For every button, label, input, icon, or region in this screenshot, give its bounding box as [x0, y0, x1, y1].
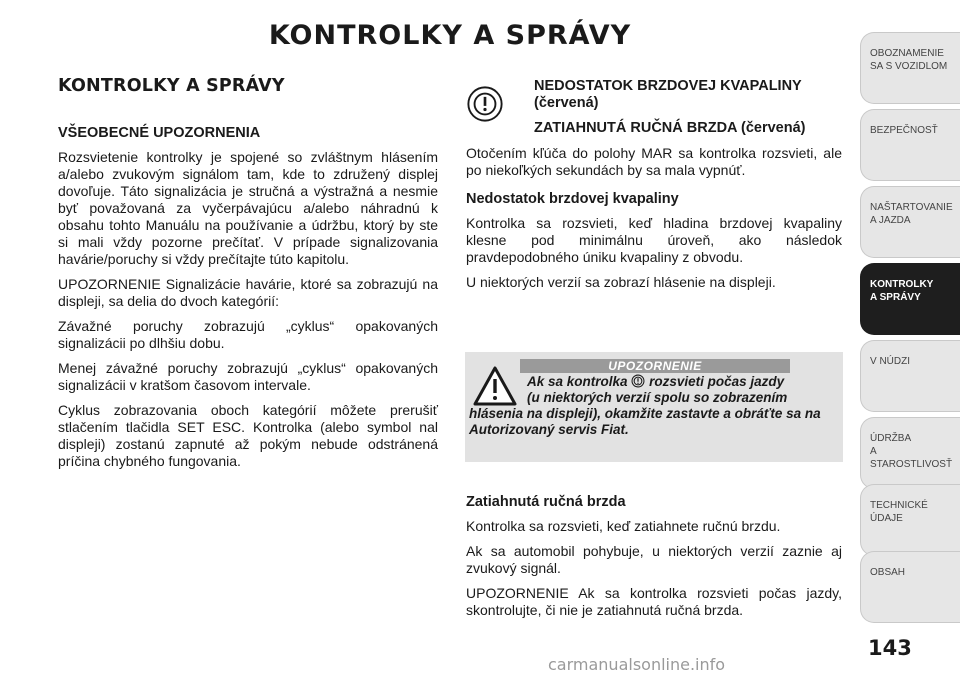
brake-fluid-heading: Nedostatok brzdovej kvapaliny — [466, 191, 679, 207]
page-number: 143 — [868, 636, 912, 660]
paragraph: UPOZORNENIE Signalizácie havárie, ktoré sa zobrazujú na displeji, sa delia do dvoch kategórií: — [58, 276, 438, 309]
tab-oboznamenie[interactable]: OBOZNAMENIE SA S VOZIDLOM — [860, 32, 960, 104]
paragraph: Rozsvietenie kontrolky je spojené so zvláštnym hlásením a/alebo zvukovým signálom tam, kde to združený displej dovoľuje. Táto signalizácia je stručná a výstražná a nesmie byť považovaná za vyčerpávajúcu a/alebo náhradnú k obsahu tohto Manuálu na používanie a údržbu, ktorý by ste si mali vždy pozorne prečítať. V prípade signalizovania havárie/poruchy si vždy prečítajte túto kapitolu. — [58, 149, 438, 267]
general-warnings-heading: VŠEOBECNÉ UPOZORNENIA — [58, 125, 261, 141]
callout-line-3: hlásenia na displeji), okamžite zastavte a obráťte sa na Autorizovaný servis Fiat. — [469, 406, 821, 437]
brake-warning-header — [466, 78, 842, 145]
warning-callout — [465, 352, 843, 462]
left-column — [58, 78, 438, 478]
tab-kontrolky[interactable]: KONTROLKY A SPRÁVY — [860, 263, 960, 335]
tab-bezpecnost[interactable]: BEZPEČNOSŤ — [860, 109, 960, 181]
handbrake-text-2: Ak sa automobil pohybuje, u niektorých verzií zaznie aj zvukový signál. — [466, 543, 842, 576]
handbrake-text-3: UPOZORNENIE Ak sa kontrolka rozsvieti počas jazdy, skontrolujte, či nie je zatiahnutá ručná brzda. — [466, 585, 842, 618]
brake-fluid-note: U niektorých verzií sa zobrazí hlásenie na displeji. — [466, 274, 776, 290]
handbrake-section — [466, 494, 842, 627]
section-title: KONTROLKY A SPRÁVY — [58, 76, 285, 96]
warning-title-handbrake: ZATIAHNUTÁ RUČNÁ BRZDA (červená) — [534, 120, 806, 136]
chapter-sidebar — [860, 0, 960, 677]
tab-obsah[interactable]: OBSAH — [860, 551, 960, 623]
paragraph: Cyklus zobrazovania oboch kategórií môžete prerušiť stlačením tlačidla SET ESC. Kontrolka (alebo symbol nal displeji) zostanú zapnuté až pokým nebude odstránená príčina chybného fungovania. — [58, 402, 438, 469]
brake-warning-icon — [631, 374, 645, 388]
paragraph: Závažné poruchy zobrazujú „cyklus“ opakovaných signalizácii po dlhšiu dobu. — [58, 318, 438, 351]
callout-text — [469, 374, 841, 438]
tab-nastartovanie[interactable]: NAŠTARTOVANIE A JAZDA — [860, 186, 960, 258]
watermark: carmanualsonline.info — [548, 655, 726, 674]
handbrake-text: Kontrolka sa rozsvieti, keď zatiahnete ručnú brzdu. — [466, 518, 781, 534]
warning-title-brake-fluid: NEDOSTATOK BRZDOVEJ KVAPALINY (červená) — [534, 78, 802, 111]
callout-line-2: (u niektorých verzií spolu so zobrazením — [527, 390, 788, 405]
intro-text: Otočením kľúča do polohy MAR sa kontrolka rozsvieti, ale po niekoľkých sekundách by sa mala vypnúť. — [466, 145, 842, 178]
brake-fluid-text: Kontrolka sa rozsvieti, keď hladina brzdovej kvapaliny klesne pod minimálnu úroveň, ako následok pravdepodobného úniku kvapaliny z obvodu. — [466, 215, 842, 265]
callout-line-1: Ak sa kontrolka rozsvieti počas jazdy — [527, 374, 785, 389]
right-column — [466, 78, 842, 299]
tab-udrzba[interactable]: ÚDRŽBA A STAROSTLIVOSŤ — [860, 417, 960, 489]
callout-label: UPOZORNENIE — [520, 359, 790, 373]
handbrake-heading: Zatiahnutá ručná brzda — [466, 494, 626, 510]
page-title: KONTROLKY A SPRÁVY — [268, 20, 632, 51]
tab-v-nudzi[interactable]: V NÚDZI — [860, 340, 960, 412]
paragraph: Menej závažné poruchy zobrazujú „cyklus“ opakovaných signalizácii v kratšom časovom intervale. — [58, 360, 438, 393]
tab-technicke[interactable]: TECHNICKÉ ÚDAJE — [860, 484, 960, 556]
warning-titles — [534, 78, 842, 145]
brake-warning-icon — [466, 85, 504, 123]
